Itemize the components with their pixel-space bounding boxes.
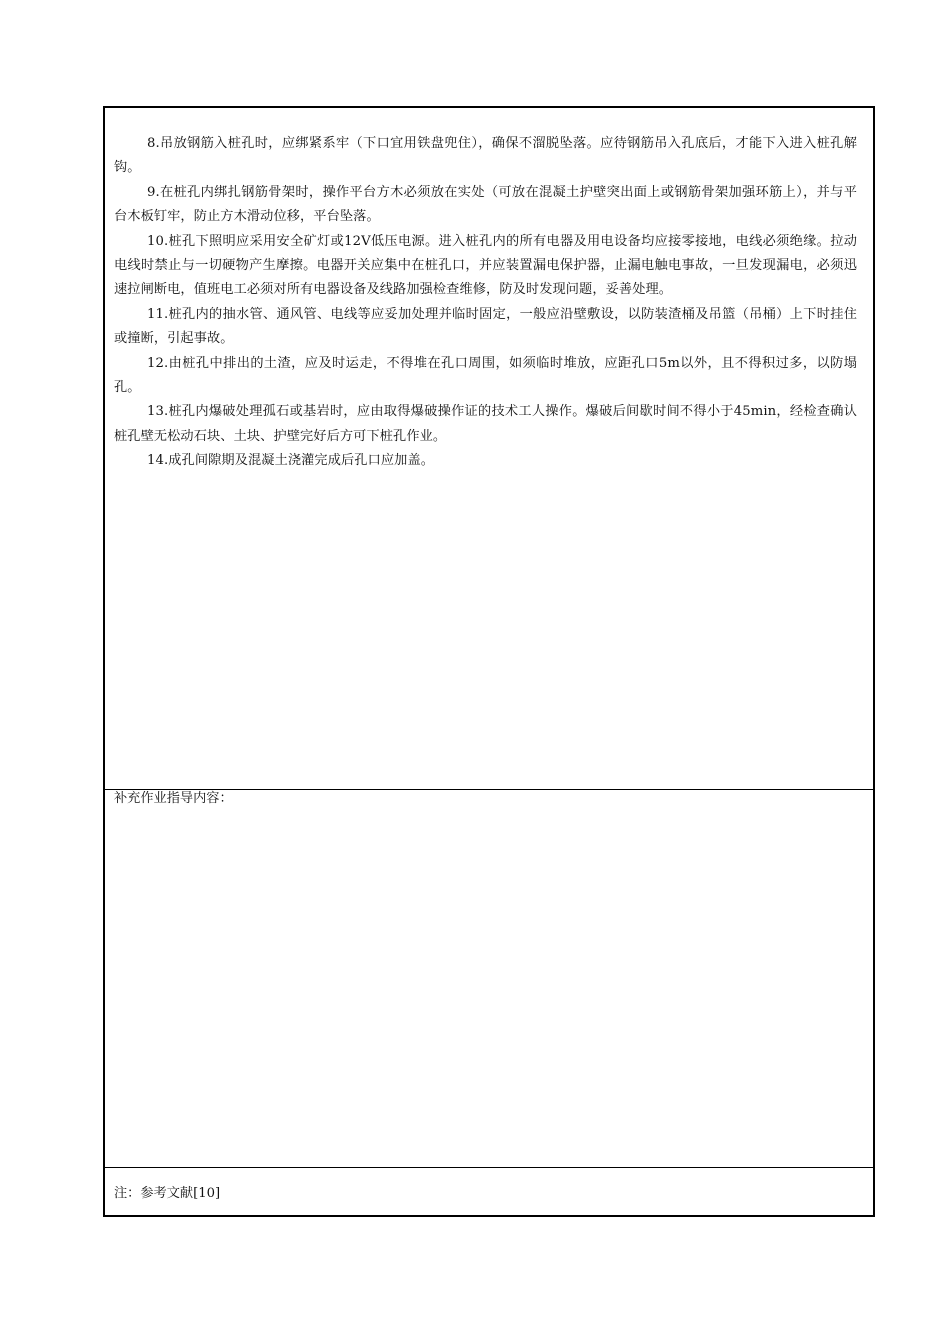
instruction-paragraph: 14.成孔间隙期及混凝土浇灌完成后孔口应加盖。 <box>147 453 435 469</box>
instruction-paragraph: 10.桩孔下照明应采用安全矿灯或12V低压电源。进入桩孔内的所有电器及用电设备均应接零接地，电线必须绝缘。拉动电线时禁止与一切硬物产生摩擦。电器开关应集中在桩孔口，并应装置漏电保护器，止漏电触电事故，一旦发现漏电，必须迅速拉闸断电，值班电工必须对所有电器设备及线路加强检查维修，防及时发现问题，妥善处理。 <box>114 233 857 298</box>
instruction-paragraph: 12.由桩孔中排出的土渣，应及时运走，不得堆在孔口周围，如须临时堆放，应距孔口5m以外，且不得积过多，以防塌孔。 <box>114 355 857 396</box>
supplementary-guidance-label: 补充作业指导内容： <box>114 791 233 806</box>
instruction-paragraph: 13.桩孔内爆破处理孤石或基岩时，应由取得爆破操作证的技术工人操作。爆破后间歇时间不得小于45min，经检查确认桩孔壁无松动石块、土块、护壁完好后方可下桩孔作业。 <box>114 404 857 444</box>
instruction-paragraph: 9.在桩孔内绑扎钢筋骨架时，操作平台方木必须放在实处（可放在混凝土护壁突出面上或钢筋骨架加强环筋上），并与平台木板钉牢，防止方木滑动位移，平台坠落。 <box>114 184 857 225</box>
reference-note-section <box>105 1168 873 1215</box>
guidance-form-table <box>103 106 875 1217</box>
instruction-paragraph: 11.桩孔内的抽水管、通风管、电线等应妥加处理并临时固定，一般应沿壁敷设，以防装渣桶及吊篮（吊桶）上下时挂住或撞断，引起事故。 <box>114 306 857 347</box>
reference-note: 注：参考文献[10] <box>114 1186 221 1201</box>
safety-instructions-section <box>105 108 873 790</box>
instruction-paragraph: 8.吊放钢筋入桩孔时，应绑紧系牢（下口宜用铁盘兜住），确保不溜脱坠落。应待钢筋吊入孔底后，才能下入进入桩孔解钩。 <box>114 136 857 176</box>
supplementary-guidance-section <box>105 790 873 1168</box>
